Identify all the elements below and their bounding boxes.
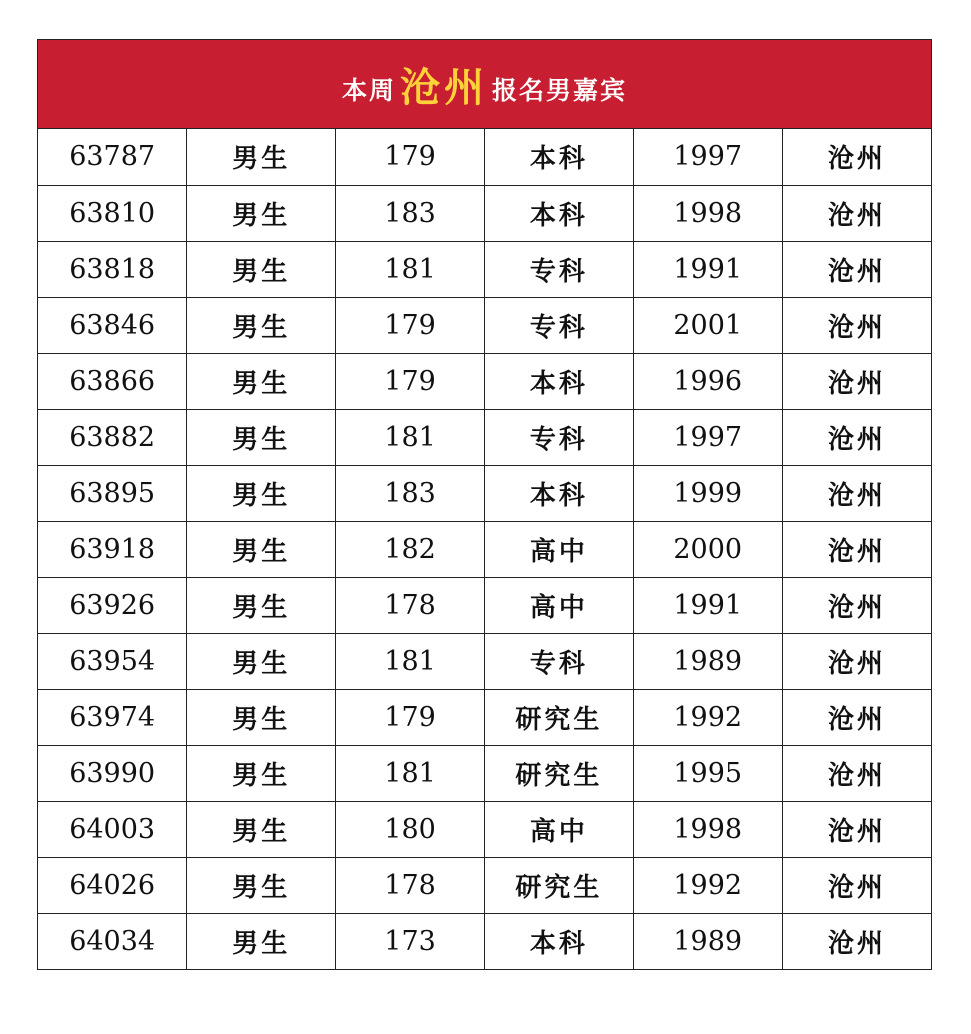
guest-table xyxy=(38,129,931,969)
cell-birth-year: 1989 xyxy=(633,913,782,969)
cell-id: 63787 xyxy=(38,129,187,185)
cell-gender: 男生 xyxy=(187,913,336,969)
cell-city: 沧州 xyxy=(782,577,931,633)
cell-gender: 男生 xyxy=(187,297,336,353)
cell-city: 沧州 xyxy=(782,521,931,577)
cell-education: 高中 xyxy=(484,577,633,633)
cell-height: 182 xyxy=(336,521,485,577)
cell-education: 研究生 xyxy=(484,745,633,801)
cell-height: 183 xyxy=(336,465,485,521)
cell-education: 本科 xyxy=(484,913,633,969)
cell-birth-year: 1996 xyxy=(633,353,782,409)
cell-education: 专科 xyxy=(484,297,633,353)
cell-education: 专科 xyxy=(484,241,633,297)
table-row xyxy=(38,129,931,185)
table-row xyxy=(38,857,931,913)
cell-city: 沧州 xyxy=(782,129,931,185)
cell-id: 64026 xyxy=(38,857,187,913)
guest-table-body xyxy=(38,129,931,969)
cell-birth-year: 1989 xyxy=(633,633,782,689)
cell-education: 研究生 xyxy=(484,857,633,913)
cell-height: 183 xyxy=(336,185,485,241)
cell-id: 63895 xyxy=(38,465,187,521)
cell-height: 179 xyxy=(336,689,485,745)
banner-prefix: 本周 xyxy=(341,76,396,105)
cell-city: 沧州 xyxy=(782,745,931,801)
cell-education: 本科 xyxy=(484,129,633,185)
cell-id: 63918 xyxy=(38,521,187,577)
cell-city: 沧州 xyxy=(782,633,931,689)
cell-id: 64034 xyxy=(38,913,187,969)
cell-gender: 男生 xyxy=(187,185,336,241)
cell-birth-year: 1997 xyxy=(633,409,782,465)
cell-birth-year: 2000 xyxy=(633,521,782,577)
table-row xyxy=(38,801,931,857)
cell-city: 沧州 xyxy=(782,185,931,241)
table-row xyxy=(38,689,931,745)
cell-id: 63882 xyxy=(38,409,187,465)
cell-height: 179 xyxy=(336,129,485,185)
cell-height: 178 xyxy=(336,857,485,913)
cell-gender: 男生 xyxy=(187,633,336,689)
cell-height: 181 xyxy=(336,409,485,465)
table-row xyxy=(38,241,931,297)
table-row xyxy=(38,353,931,409)
cell-gender: 男生 xyxy=(187,745,336,801)
table-row xyxy=(38,745,931,801)
cell-gender: 男生 xyxy=(187,353,336,409)
cell-city: 沧州 xyxy=(827,928,886,959)
cell-id: 64003 xyxy=(38,801,187,857)
cell-id: 63810 xyxy=(38,185,187,241)
table-row xyxy=(38,577,931,633)
cell-birth-year: 1992 xyxy=(633,857,782,913)
banner-suffix: 报名男嘉宾 xyxy=(492,76,628,105)
cell-education: 高中 xyxy=(484,521,633,577)
cell-gender: 男生 xyxy=(187,241,336,297)
cell-id: 63954 xyxy=(38,633,187,689)
cell-gender: 男生 xyxy=(187,521,336,577)
cell-height: 181 xyxy=(336,633,485,689)
table-row xyxy=(38,521,931,577)
table-row xyxy=(38,409,931,465)
cell-gender: 男生 xyxy=(187,129,336,185)
cell-city: 沧州 xyxy=(782,465,931,521)
banner-city: 沧州 xyxy=(400,63,488,111)
cell-height: 179 xyxy=(336,353,485,409)
cell-birth-year: 1998 xyxy=(633,185,782,241)
cell-education: 本科 xyxy=(484,465,633,521)
cell-education: 专科 xyxy=(484,633,633,689)
cell-city: 沧州 xyxy=(782,801,931,857)
cell-birth-year: 1999 xyxy=(633,465,782,521)
cell-gender: 男生 xyxy=(187,689,336,745)
cell-height: 181 xyxy=(336,745,485,801)
cell-city: 沧州 xyxy=(782,241,931,297)
cell-education: 研究生 xyxy=(484,689,633,745)
cell-birth-year: 2001 xyxy=(633,297,782,353)
cell-height: 179 xyxy=(336,297,485,353)
cell-id: 63846 xyxy=(38,297,187,353)
cell-id: 63866 xyxy=(38,353,187,409)
cell-city: 沧州 xyxy=(782,857,931,913)
table-row xyxy=(38,297,931,353)
cell-city: 沧州 xyxy=(782,353,931,409)
cell-education: 高中 xyxy=(484,801,633,857)
cell-id: 63926 xyxy=(38,577,187,633)
cell-id: 63990 xyxy=(38,745,187,801)
table-row xyxy=(38,633,931,689)
cell-city: 沧州 xyxy=(782,689,931,745)
cell-gender: 男生 xyxy=(187,857,336,913)
cell-birth-year: 1997 xyxy=(633,129,782,185)
cell-birth-year: 1998 xyxy=(633,801,782,857)
cell-height: 180 xyxy=(336,801,485,857)
cell-id: 63974 xyxy=(38,689,187,745)
cell-height: 178 xyxy=(336,577,485,633)
cell-gender: 男生 xyxy=(187,465,336,521)
cell-gender: 男生 xyxy=(187,801,336,857)
cell-city: 沧州 xyxy=(782,297,931,353)
cell-city: 沧州 xyxy=(782,409,931,465)
cell-birth-year: 1992 xyxy=(633,689,782,745)
cell-education: 本科 xyxy=(484,185,633,241)
title-banner xyxy=(38,40,931,129)
cell-gender: 男生 xyxy=(187,409,336,465)
cell-birth-year: 1995 xyxy=(633,745,782,801)
cell-id: 63818 xyxy=(38,241,187,297)
guest-list-sheet xyxy=(37,39,932,970)
table-row xyxy=(38,185,931,241)
table-row xyxy=(38,913,931,969)
cell-education: 本科 xyxy=(484,353,633,409)
table-row xyxy=(38,465,931,521)
cell-birth-year: 1991 xyxy=(633,241,782,297)
cell-height: 181 xyxy=(336,241,485,297)
cell-height: 173 xyxy=(336,913,485,969)
cell-education: 专科 xyxy=(484,409,633,465)
cell-gender: 男生 xyxy=(187,577,336,633)
cell-birth-year: 1991 xyxy=(633,577,782,633)
